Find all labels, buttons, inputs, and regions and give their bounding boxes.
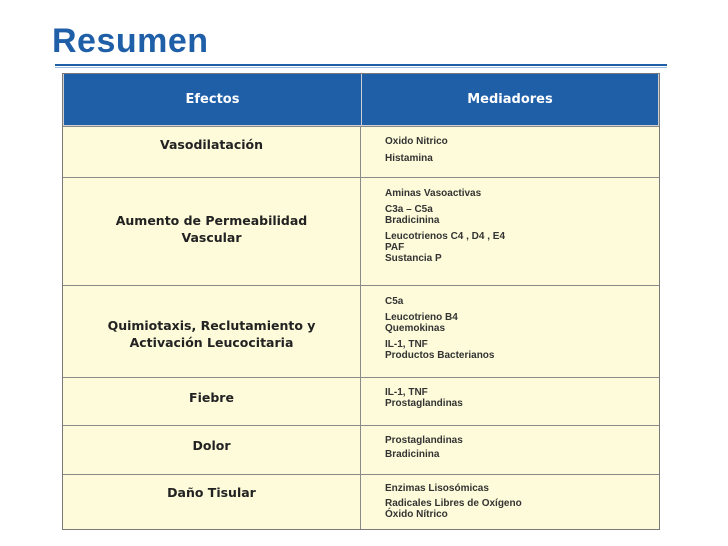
table-row — [63, 377, 659, 425]
table-row — [63, 126, 659, 177]
title-rule — [55, 64, 667, 66]
table-row — [63, 425, 659, 474]
effect-label: Dolor — [192, 438, 231, 453]
effect-cell — [63, 426, 361, 474]
mediator-item: Sustancia P — [385, 253, 442, 264]
table-header-row — [63, 74, 659, 126]
mediator-item: C3a – C5a — [385, 204, 433, 215]
summary-table — [62, 73, 660, 530]
mediators-cell — [361, 426, 659, 474]
effect-label: Quimiotaxis, Reclutamiento y Activación Leucocitaria — [107, 318, 316, 350]
mediators-cell — [361, 475, 659, 529]
mediator-item: C5a — [385, 296, 404, 307]
mediator-item: Enzimas Lisosómicas — [385, 483, 489, 494]
mediators-list — [385, 296, 655, 361]
header-effects-cell — [64, 74, 362, 125]
mediator-item: PAF — [385, 242, 405, 253]
header-effects: Efectos — [185, 92, 240, 107]
mediator-item: IL-1, TNF — [385, 339, 428, 350]
effect-cell — [63, 127, 361, 177]
mediator-item: Óxido Nítrico — [385, 509, 448, 520]
mediator-item: Quemokinas — [385, 323, 446, 334]
header-mediators: Mediadores — [467, 92, 553, 107]
mediators-cell — [361, 286, 659, 377]
effect-cell — [63, 286, 361, 377]
mediator-item: Prostaglandinas — [385, 435, 463, 446]
mediator-item: Leucotrienos C4 , D4 , E4 — [385, 231, 506, 242]
mediator-item: Aminas Vasoactivas — [385, 188, 482, 199]
mediators-cell — [361, 178, 659, 285]
effect-label: Aumento de Permeabilidad Vascular — [115, 213, 308, 245]
mediators-list — [385, 387, 655, 409]
table-row — [63, 474, 659, 529]
mediators-list — [385, 435, 655, 460]
effect-cell — [63, 378, 361, 425]
mediator-item: IL-1, TNF — [385, 387, 428, 398]
header-mediators-cell — [362, 74, 658, 125]
effect-label: Fiebre — [189, 390, 234, 405]
mediators-list — [385, 188, 655, 264]
effect-label: Daño Tisular — [167, 485, 256, 500]
mediators-list — [385, 136, 655, 164]
page-title: Resumen — [52, 22, 209, 60]
mediator-item: Productos Bacterianos — [385, 350, 495, 361]
mediators-list — [385, 483, 655, 520]
effect-cell — [63, 475, 361, 529]
mediator-item: Histamina — [385, 153, 433, 164]
mediator-item: Oxido Nitrico — [385, 136, 448, 147]
effect-cell — [63, 178, 361, 285]
mediator-item: Bradicinina — [385, 449, 440, 460]
mediator-item: Prostaglandinas — [385, 398, 463, 409]
effect-label: Vasodilatación — [160, 137, 263, 152]
table-row — [63, 285, 659, 377]
mediators-cell — [361, 127, 659, 177]
table-row — [63, 177, 659, 285]
mediator-item: Bradicinina — [385, 215, 440, 226]
mediator-item: Radicales Libres de Oxígeno — [385, 498, 522, 509]
title-rule-light — [55, 67, 667, 68]
mediators-cell — [361, 378, 659, 425]
mediator-item: Leucotrieno B4 — [385, 312, 458, 323]
